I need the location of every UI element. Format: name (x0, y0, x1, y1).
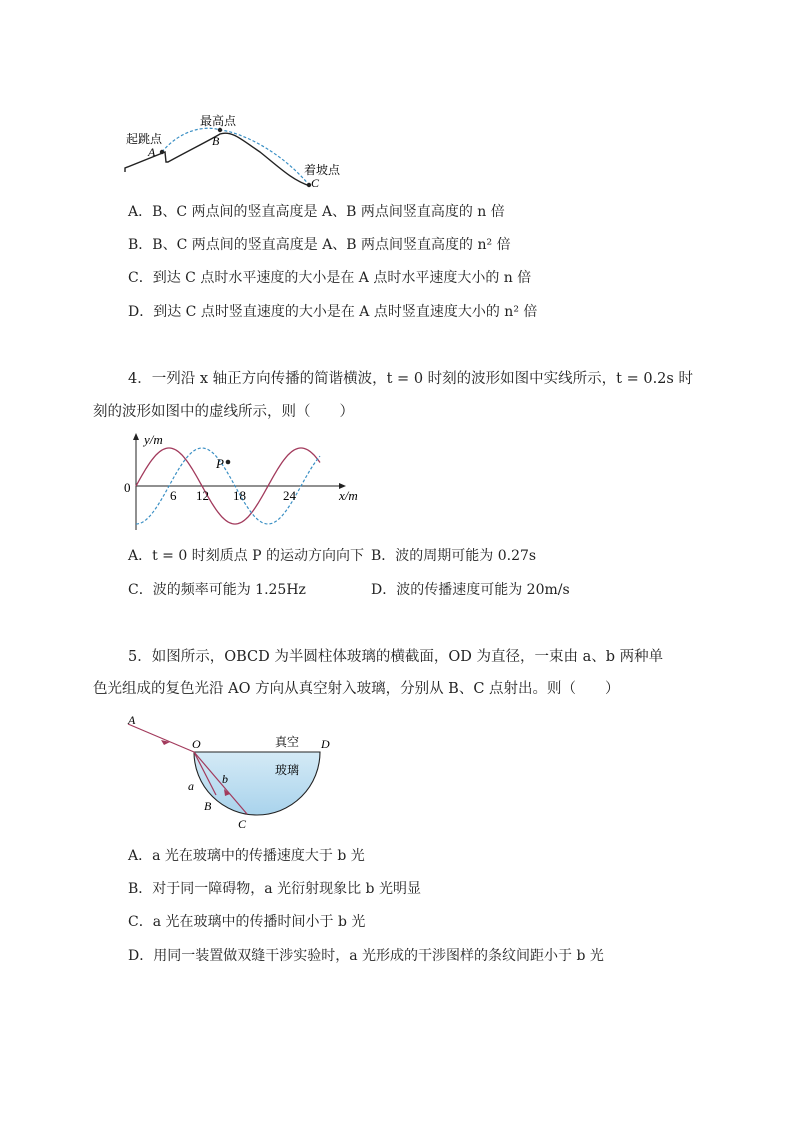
q5-stem-line1: 5．如图所示，OBCD 为半圆柱体玻璃的横截面，OD 为直径，一束由 a、b 两种单 (128, 649, 664, 665)
point-a-dot (160, 150, 164, 154)
q4-stem-line2: 刻的波形如图中的虚线所示，则（ ） (93, 404, 354, 420)
ski-jump-figure (120, 110, 360, 195)
label-glass: 玻璃 (275, 763, 300, 777)
q4-option-c: C．波的频率可能为 1.25Hz (128, 582, 306, 598)
q3-option-b: B．B、C 两点间的竖直高度是 A、B 两点间竖直高度的 n² 倍 (128, 237, 511, 253)
label-landing: 着坡点 (304, 163, 341, 177)
q4-stem-line1: 4．一列沿 x 轴正方向传播的简谐横波，t = 0 时刻的波形如图中实线所示，t = 0.2s 时 (128, 371, 693, 387)
q4-option-a: A．t = 0 时刻质点 P 的运动方向向下 (128, 548, 365, 564)
label-c-point: C (238, 817, 247, 831)
q5-stem-line2: 色光组成的复色光沿 AO 方向从真空射入玻璃，分别从 B、C 点射出。则（ ） (93, 681, 620, 697)
q5-option-b: B．对于同一障碍物，a 光衍射现象比 b 光明显 (128, 881, 421, 897)
x-axis-label: x/m (339, 488, 358, 503)
q4-option-d: D．波的传播速度可能为 20m/s (371, 582, 570, 598)
point-b-dot (218, 128, 222, 132)
tick-6: 6 (170, 488, 177, 503)
label-highest: 最高点 (200, 114, 237, 128)
wave-graph (120, 430, 370, 535)
label-ray-a: a (188, 779, 194, 793)
y-axis-label: y/m (144, 432, 163, 447)
label-start: 起跳点 (126, 132, 163, 146)
label-d: D (321, 737, 330, 751)
q3-option-a: A．B、C 两点间的竖直高度是 A、B 两点间竖直高度的 n 倍 (128, 204, 505, 220)
point-p-dot (226, 460, 231, 465)
label-a-point: A (128, 713, 136, 727)
q5-option-d: D．用同一装置做双缝干涉实验时，a 光形成的干涉图样的条纹间距小于 b 光 (128, 948, 604, 964)
glass-figure (120, 710, 340, 835)
label-b-point: B (204, 799, 212, 813)
trajectory (162, 128, 310, 186)
q5-option-c: C．a 光在玻璃中的传播时间小于 b 光 (128, 914, 366, 930)
label-p: P (216, 456, 224, 471)
tick-18: 18 (233, 488, 246, 503)
label-b: B (212, 134, 220, 148)
label-o: O (192, 737, 201, 751)
tick-24: 24 (283, 488, 296, 503)
label-vacuum: 真空 (275, 735, 300, 749)
origin-label: 0 (124, 480, 131, 495)
q3-option-c: C．到达 C 点时水平速度的大小是在 A 点时水平速度大小的 n 倍 (128, 270, 532, 286)
label-a: A (148, 145, 156, 159)
tick-12: 12 (196, 488, 209, 503)
q3-option-d: D．到达 C 点时竖直速度的大小是在 A 点时竖直速度大小的 n² 倍 (128, 304, 538, 320)
label-c: C (311, 176, 320, 190)
q5-option-a: A．a 光在玻璃中的传播速度大于 b 光 (128, 848, 365, 864)
incident-ray (128, 724, 194, 752)
q4-option-b: B．波的周期可能为 0.27s (371, 548, 537, 564)
label-ray-b: b (222, 772, 228, 786)
glass-semicircle (194, 752, 320, 815)
